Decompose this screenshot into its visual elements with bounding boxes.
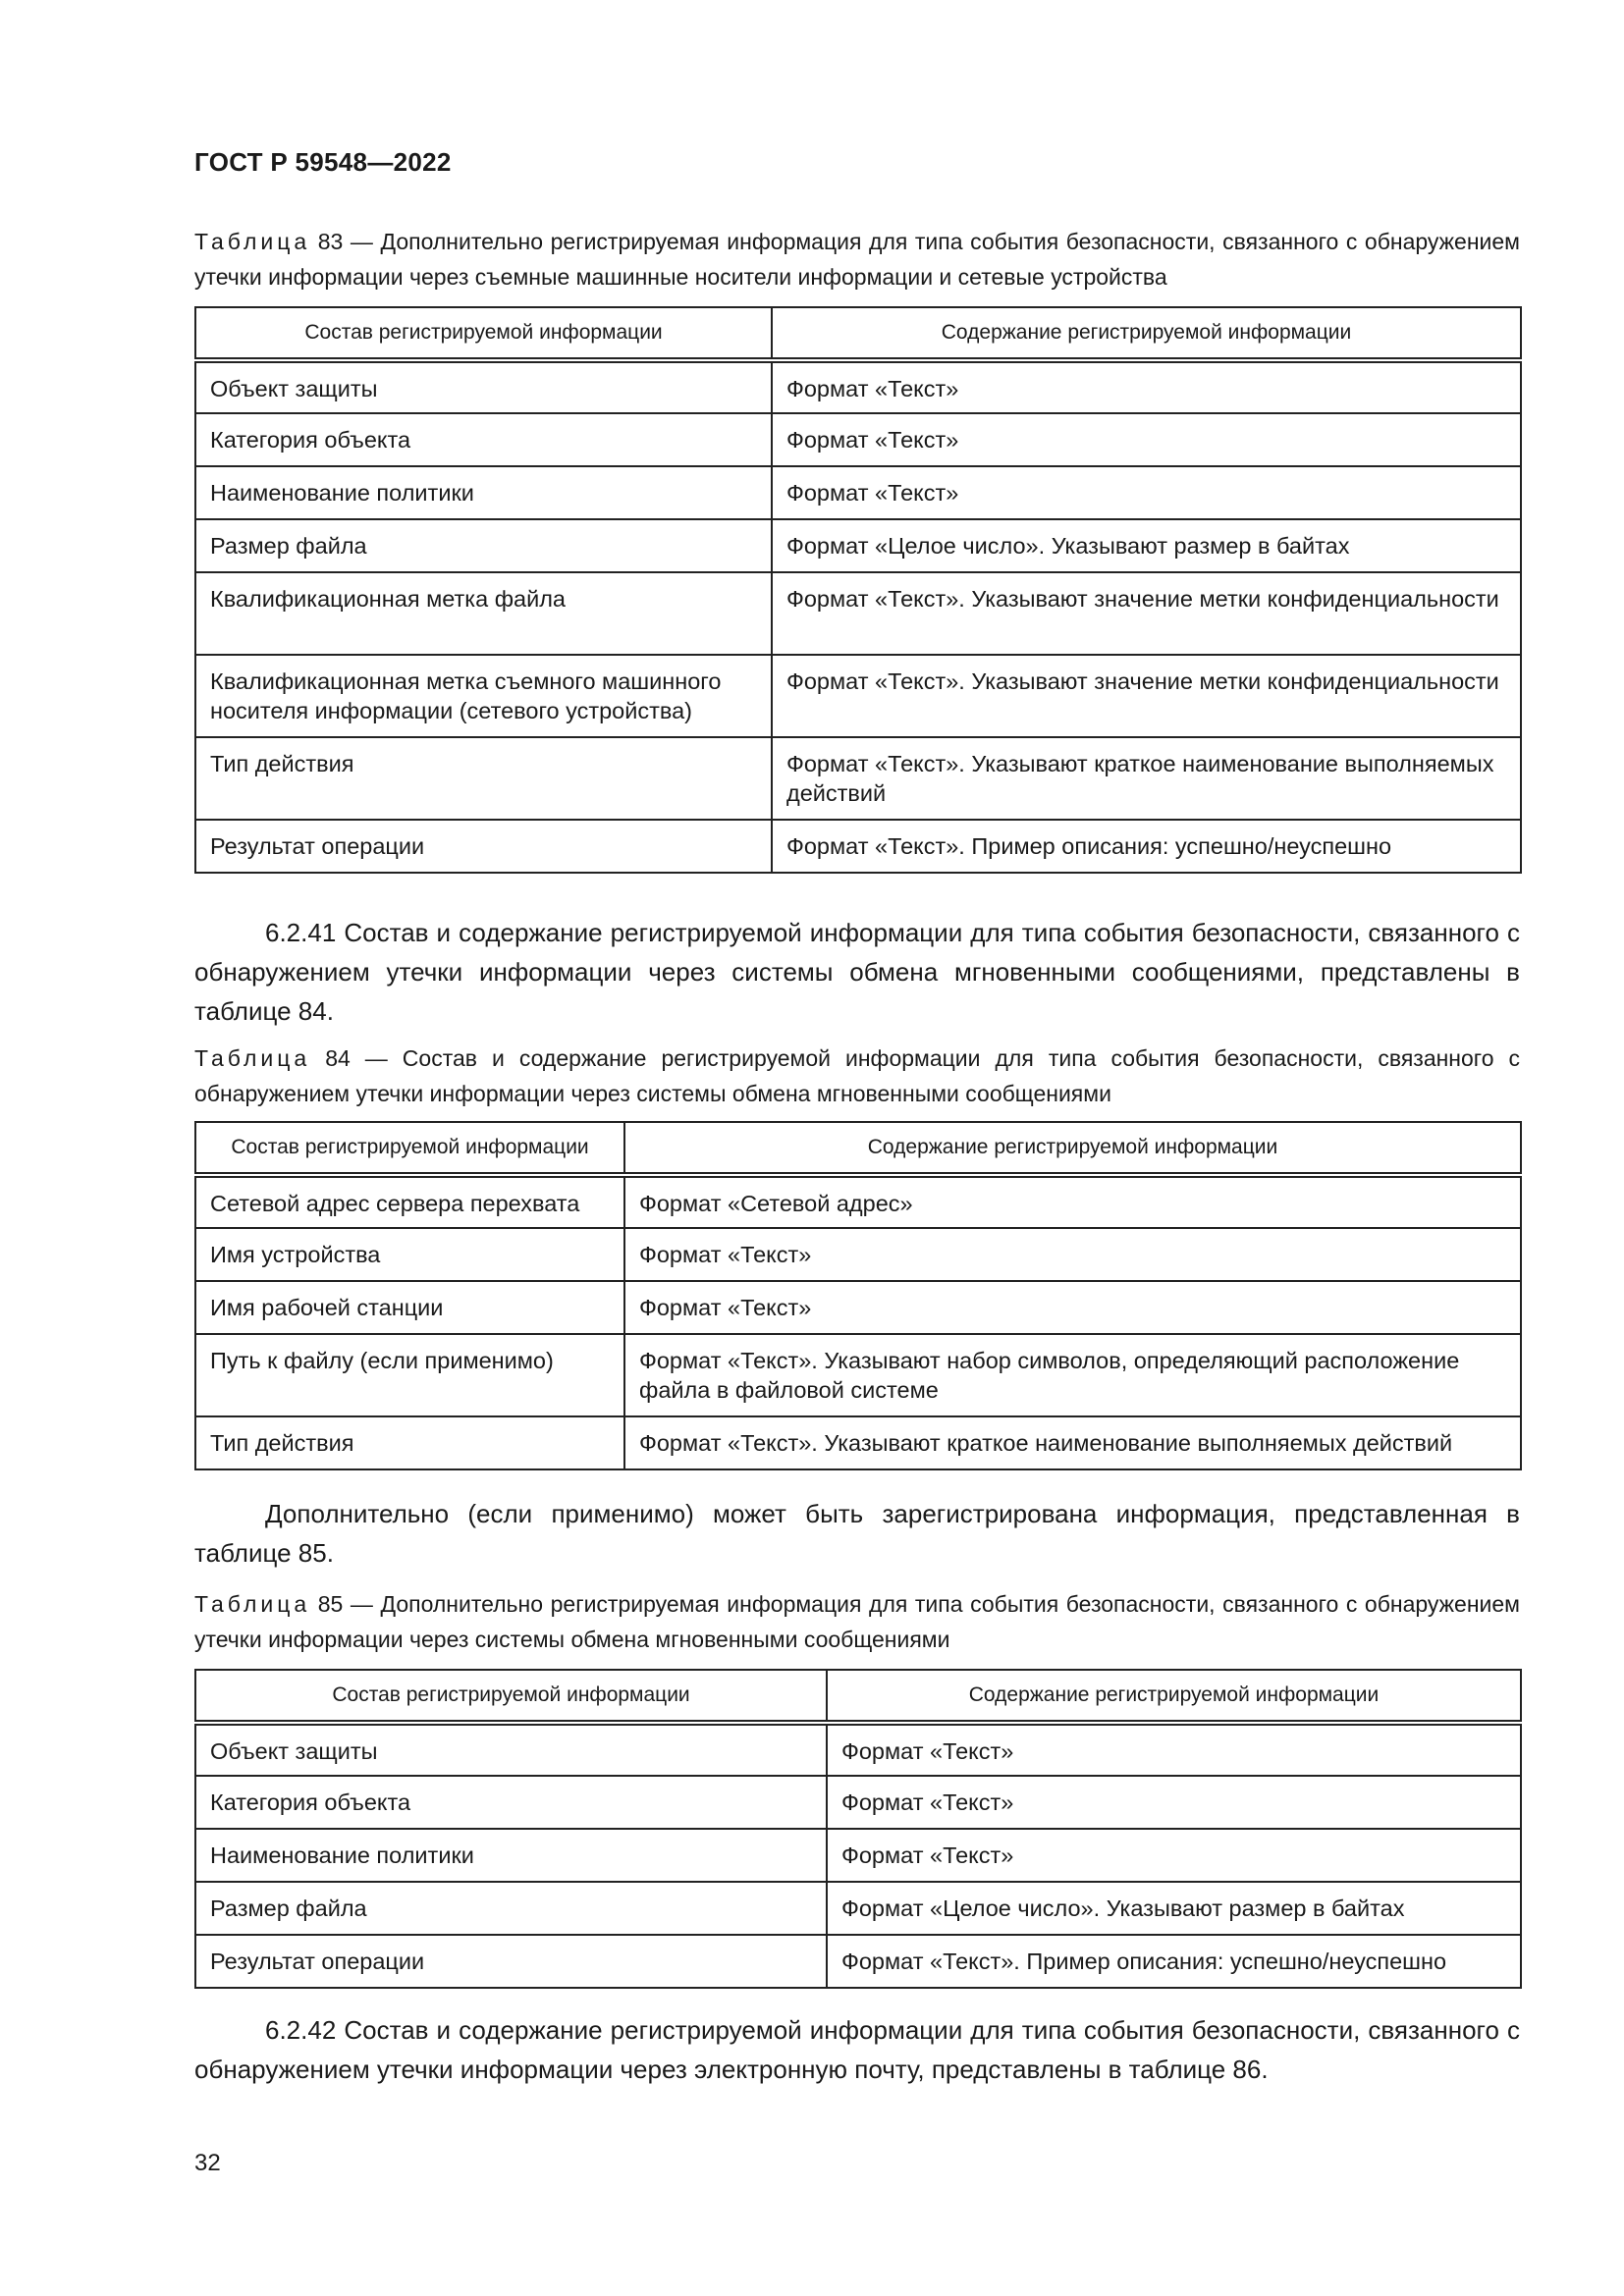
table-cell: Сетевой адрес сервера перехвата — [195, 1175, 624, 1228]
table-row — [195, 1829, 1521, 1882]
table-83-header-composition: Состав регистрируемой информации — [195, 307, 772, 360]
table-cell: Формат «Целое число». Указывают размер в байтах — [772, 519, 1521, 572]
table-cell: Формат «Текст». Пример описания: успешно/неуспешно — [772, 820, 1521, 873]
table-cell: Формат «Текст». Указывают краткое наименование выполняемых действий — [772, 737, 1521, 820]
table-cell: Формат «Текст» — [772, 360, 1521, 413]
paragraph-6-2-41-text: 6.2.41 Состав и содержание регистрируемой информации для типа события безопасности, связанного с обнаружением утечки информации через системы обмена мгновенными сообщениями, представлены в таблице 84. — [194, 918, 1520, 1026]
table-row — [195, 413, 1521, 466]
table-cell: Результат операции — [195, 1935, 827, 1988]
table-85 — [194, 1669, 1522, 1989]
table-84 — [194, 1121, 1522, 1470]
table-cell: Формат «Текст» — [772, 413, 1521, 466]
table-row — [195, 1416, 1521, 1469]
table-cell: Формат «Текст» — [772, 466, 1521, 519]
table-cell: Результат операции — [195, 820, 772, 873]
paragraph-additional — [194, 1494, 1520, 1573]
table-85-caption-text: 85 — Дополнительно регистрируемая информация для типа события безопасности, связанного с обнаружением утечки информации через системы обмена мгновенными сообщениями — [194, 1591, 1520, 1652]
table-cell: Квалификационная метка файла — [195, 572, 772, 655]
table-83-caption-text: 83 — Дополнительно регистрируемая информация для типа события безопасности, связанного с обнаружением утечки информации через съемные машинные носители информации и сетевые устройства — [194, 229, 1520, 290]
table-cell: Формат «Сетевой адрес» — [624, 1175, 1521, 1228]
table-row — [195, 655, 1521, 737]
table-85-header-composition: Состав регистрируемой информации — [195, 1670, 827, 1723]
table-cell: Имя устройства — [195, 1228, 624, 1281]
table-cell: Формат «Целое число». Указывают размер в байтах — [827, 1882, 1521, 1935]
table-cell: Формат «Текст» — [624, 1228, 1521, 1281]
table-row — [195, 820, 1521, 873]
table-cell: Тип действия — [195, 1416, 624, 1469]
table-cell: Формат «Текст» — [827, 1776, 1521, 1829]
table-row — [195, 519, 1521, 572]
table-cell: Формат «Текст». Пример описания: успешно/неуспешно — [827, 1935, 1521, 1988]
table-row — [195, 737, 1521, 820]
table-cell: Формат «Текст». Указывают значение метки конфиденциальности — [772, 572, 1521, 655]
table-84-header-row — [195, 1122, 1521, 1175]
table-cell: Объект защиты — [195, 360, 772, 413]
paragraph-additional-text: Дополнительно (если применимо) может быть зарегистрирована информация, представленная в таблице 85. — [194, 1499, 1520, 1568]
table-cell: Квалификационная метка съемного машинного носителя информации (сетевого устройства) — [195, 655, 772, 737]
table-row — [195, 1723, 1521, 1776]
table-cell: Формат «Текст» — [624, 1281, 1521, 1334]
table-cell: Размер файла — [195, 519, 772, 572]
table-84-caption-text: 84 — Состав и содержание регистрируемой информации для типа события безопасности, связанного с обнаружением утечки информации через системы обмена мгновенными сообщениями — [194, 1045, 1520, 1106]
table-row — [195, 1281, 1521, 1334]
table-cell: Путь к файлу (если применимо) — [195, 1334, 624, 1416]
paragraph-6-2-42-text: 6.2.42 Состав и содержание регистрируемой информации для типа события безопасности, связанного с обнаружением утечки информации через электронную почту, представлены в таблице 86. — [194, 2015, 1520, 2084]
table-cell: Формат «Текст». Указывают значение метки конфиденциальности — [772, 655, 1521, 737]
table-row — [195, 1175, 1521, 1228]
table-cell: Формат «Текст» — [827, 1829, 1521, 1882]
table-83-header-row — [195, 307, 1521, 360]
table-84-header-content: Содержание регистрируемой информации — [624, 1122, 1521, 1175]
table-row — [195, 572, 1521, 655]
paragraph-6-2-42 — [194, 2010, 1520, 2089]
table-row — [195, 1776, 1521, 1829]
table-cell: Тип действия — [195, 737, 772, 820]
table-cell: Категория объекта — [195, 413, 772, 466]
table-row — [195, 466, 1521, 519]
table-85-label: Таблица — [194, 1591, 311, 1617]
table-row — [195, 1935, 1521, 1988]
table-85-header-row — [195, 1670, 1521, 1723]
table-cell: Наименование политики — [195, 1829, 827, 1882]
page-number: 32 — [194, 2150, 221, 2176]
table-cell: Объект защиты — [195, 1723, 827, 1776]
table-cell: Категория объекта — [195, 1776, 827, 1829]
table-cell: Формат «Текст». Указывают набор символов, определяющий расположение файла в файловой системе — [624, 1334, 1521, 1416]
table-85-header-content: Содержание регистрируемой информации — [827, 1670, 1521, 1723]
table-84-label: Таблица — [194, 1045, 311, 1071]
table-85-caption — [194, 1586, 1520, 1657]
table-cell: Наименование политики — [195, 466, 772, 519]
table-83-label: Таблица — [194, 229, 311, 254]
table-84-caption — [194, 1041, 1520, 1111]
table-row — [195, 1228, 1521, 1281]
paragraph-6-2-41 — [194, 913, 1520, 1031]
table-row — [195, 1882, 1521, 1935]
table-cell: Формат «Текст». Указывают краткое наименование выполняемых действий — [624, 1416, 1521, 1469]
table-cell: Имя рабочей станции — [195, 1281, 624, 1334]
table-cell: Формат «Текст» — [827, 1723, 1521, 1776]
table-cell: Размер файла — [195, 1882, 827, 1935]
table-83-caption — [194, 224, 1520, 294]
table-row — [195, 360, 1521, 413]
table-row — [195, 1334, 1521, 1416]
table-83-header-content: Содержание регистрируемой информации — [772, 307, 1521, 360]
table-84-header-composition: Состав регистрируемой информации — [195, 1122, 624, 1175]
table-83 — [194, 306, 1522, 874]
document-header: ГОСТ Р 59548—2022 — [194, 147, 452, 177]
